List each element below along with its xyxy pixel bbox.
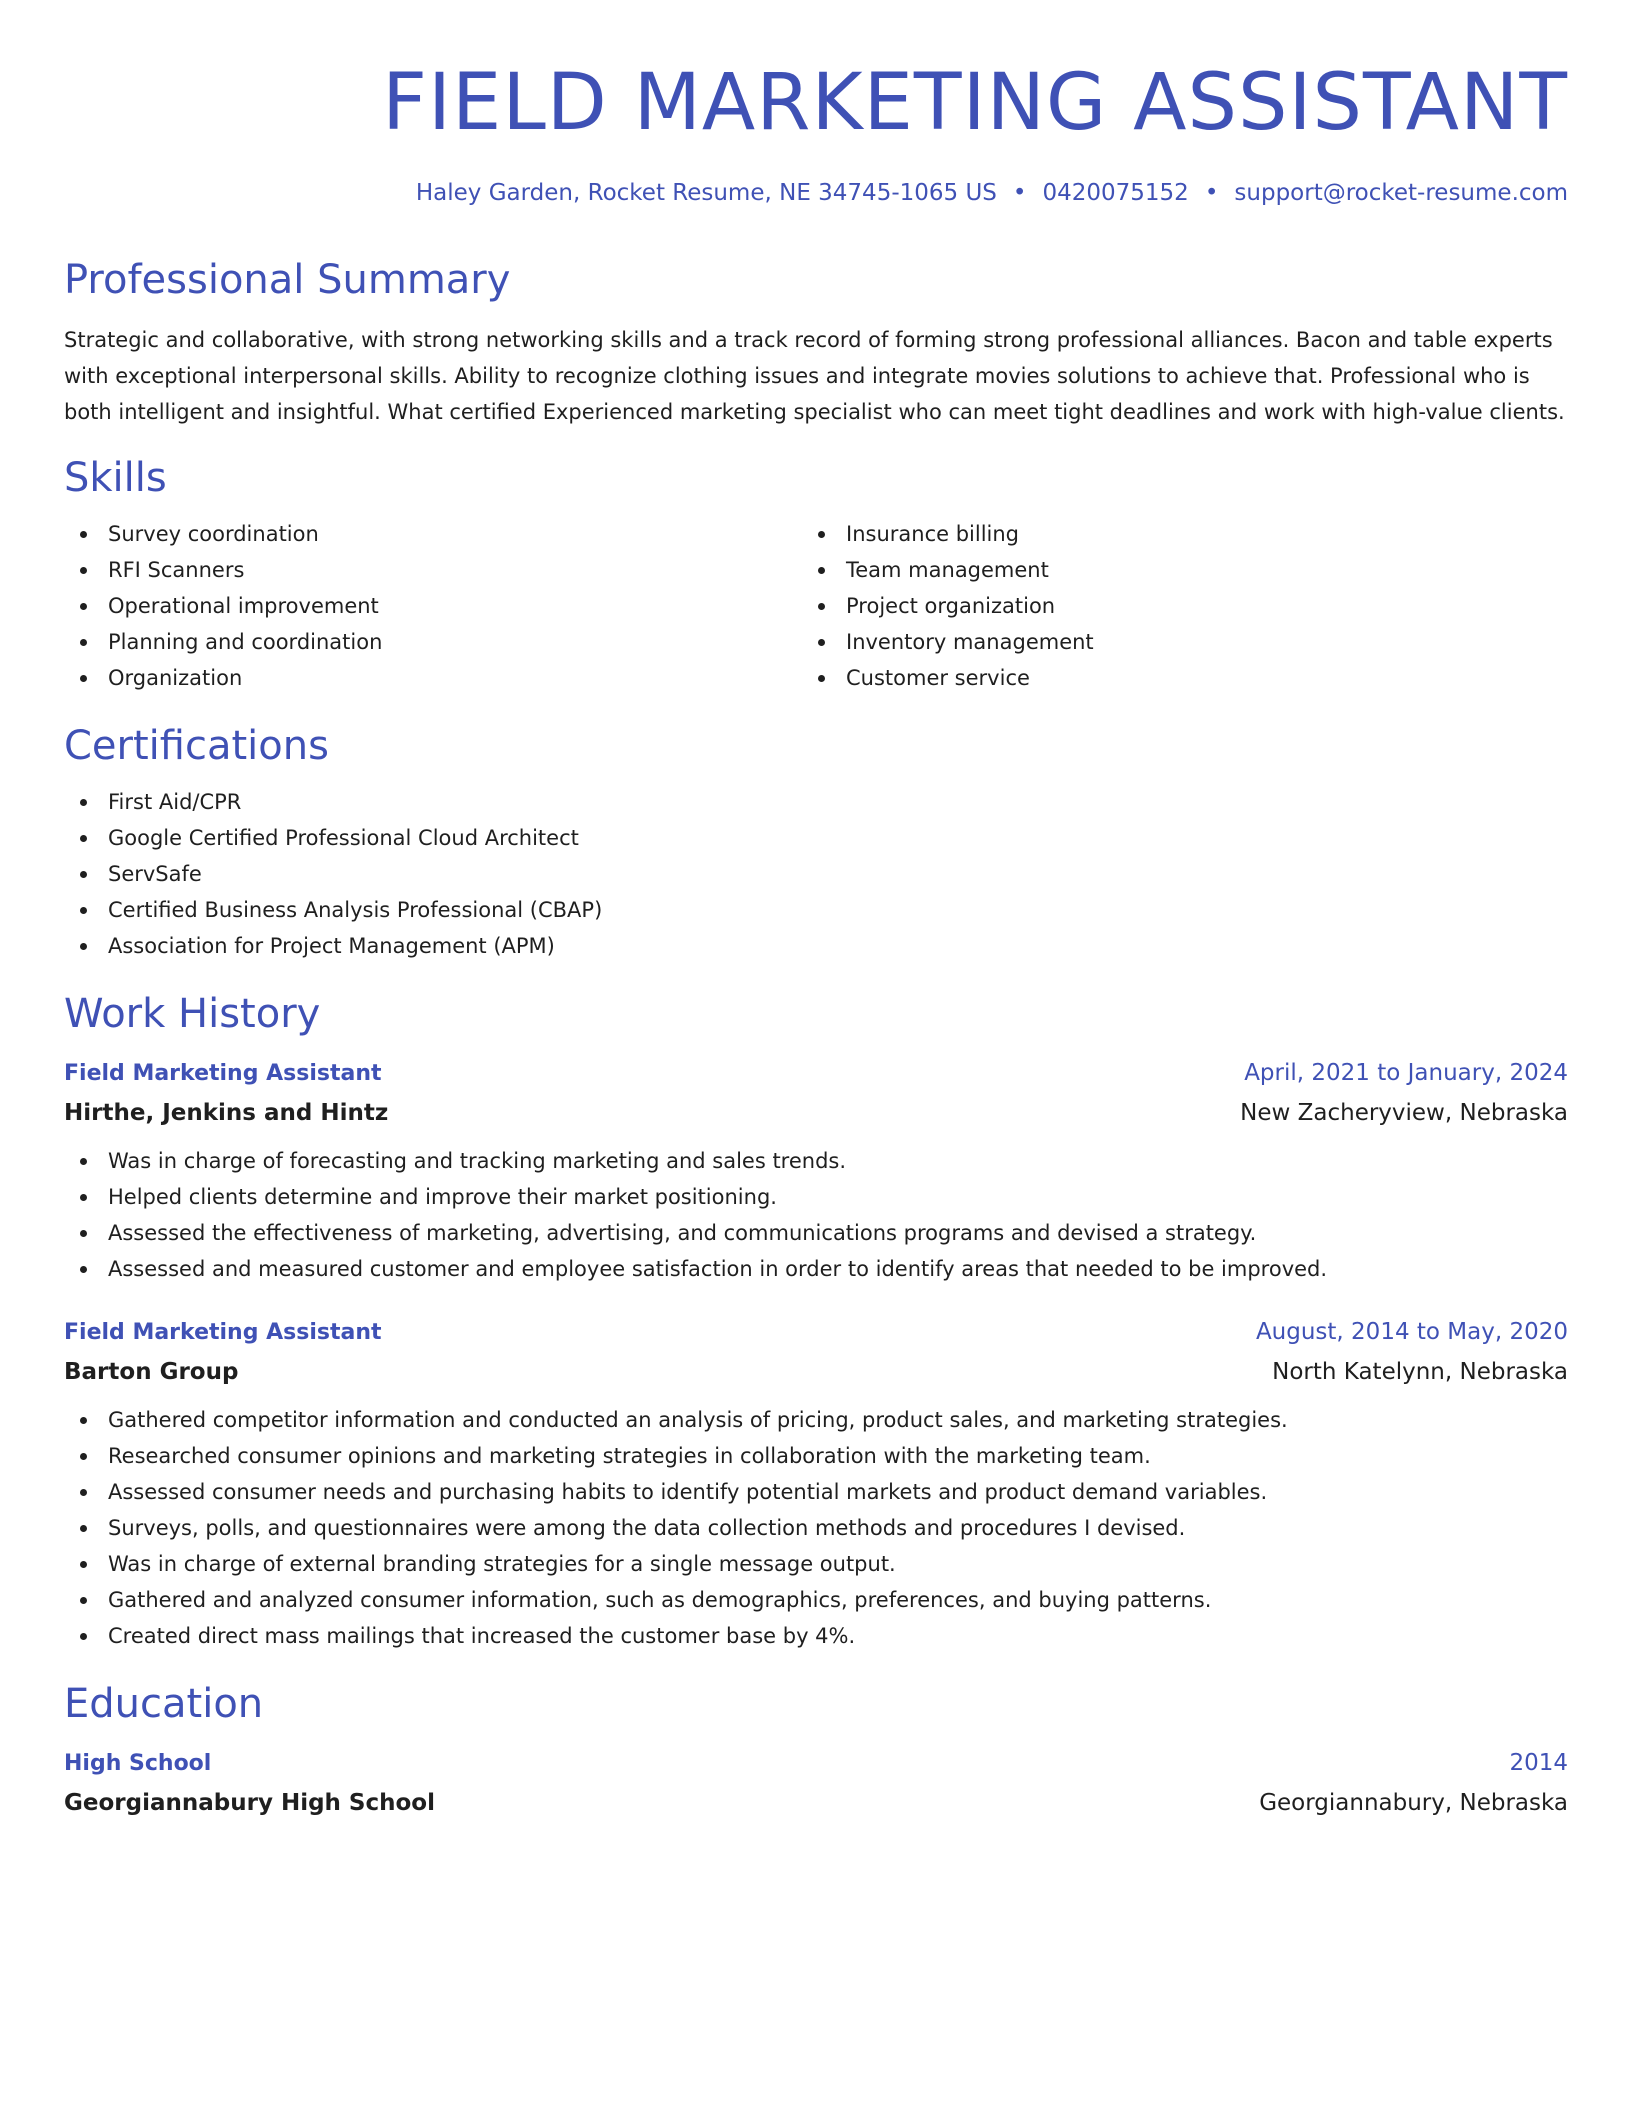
- job-bullet: Created direct mass mailings that increased the customer base by 4%.: [64, 1618, 1568, 1654]
- certification-item: Google Certified Professional Cloud Architect: [64, 820, 1568, 856]
- job-bullet: Gathered and analyzed consumer information, such as demographics, preferences, and buying patterns.: [64, 1582, 1568, 1618]
- job-bullet: Researched consumer opinions and marketing strategies in collaboration with the marketing team.: [64, 1438, 1568, 1474]
- job-bullet: Gathered competitor information and conducted an analysis of pricing, product sales, and marketing strategies.: [64, 1402, 1568, 1438]
- skill-item: Survey coordination: [64, 516, 802, 552]
- certifications-list: [64, 784, 1568, 964]
- job-dates: August, 2014 to May, 2020: [1255, 1319, 1568, 1345]
- job-bullets: [64, 1143, 1568, 1287]
- work-history-section: [64, 990, 1568, 1654]
- job-bullet: Was in charge of forecasting and tracking marketing and sales trends.: [64, 1143, 1568, 1179]
- job-company-row: [64, 1093, 1568, 1133]
- skills-heading: Skills: [64, 455, 167, 501]
- summary-heading: Professional Summary: [64, 257, 511, 303]
- certification-item: ServSafe: [64, 856, 1568, 892]
- skill-item: Project organization: [802, 588, 1540, 624]
- resume-name-title: FIELD MARKETING ASSISTANT: [382, 58, 1568, 148]
- job-bullet: Helped clients determine and improve their market positioning.: [64, 1179, 1568, 1215]
- skills-section: [64, 454, 1568, 696]
- job-bullet: Assessed and measured customer and employee satisfaction in order to identify areas that needed to be improved.: [64, 1251, 1568, 1287]
- job-bullet: Assessed consumer needs and purchasing habits to identify potential markets and product demand variables.: [64, 1474, 1568, 1510]
- education-school: Georgiannabury High School: [64, 1790, 435, 1816]
- contact-line: [64, 178, 1568, 208]
- job-entry: [64, 1054, 1568, 1287]
- certifications-heading: Certifications: [64, 723, 329, 769]
- skill-item: Inventory management: [802, 624, 1540, 660]
- job-title-row: [64, 1054, 1568, 1093]
- education-heading: Education: [64, 1681, 264, 1727]
- contact-separator: •: [1204, 180, 1219, 206]
- education-entry: [64, 1744, 1568, 1823]
- job-location: North Katelynn, Nebraska: [1272, 1359, 1568, 1385]
- certification-item: Certified Business Analysis Professional (CBAP): [64, 892, 1568, 928]
- skill-item: Planning and coordination: [64, 624, 802, 660]
- skills-grid: [64, 516, 1568, 696]
- skills-list-right: [802, 516, 1540, 696]
- contact-separator: •: [1012, 180, 1027, 206]
- summary-text: Strategic and collaborative, with strong networking skills and a track record of forming strong professional alliances. Bacon and table experts with exceptional interpersonal skills. Ability to recognize clothing issues and integrate movies solutions to achieve that. Professional who is both intelligent and insightful. What certified Experienced marketing specialist who can meet tight deadlines and work with high-value clients.: [64, 328, 1565, 424]
- contact-address: Haley Garden, Rocket Resume, NE 34745-1065 US: [415, 180, 997, 206]
- job-title: Field Marketing Assistant: [64, 1061, 382, 1086]
- job-company-row: [64, 1352, 1568, 1392]
- skills-list-left: [64, 516, 802, 696]
- job-title-row: [64, 1313, 1568, 1352]
- skill-item: RFI Scanners: [64, 552, 802, 588]
- certification-item: First Aid/CPR: [64, 784, 1568, 820]
- summary-section: [64, 256, 1568, 430]
- job-bullets: [64, 1402, 1568, 1654]
- skill-item: Customer service: [802, 660, 1540, 696]
- skill-item: Team management: [802, 552, 1540, 588]
- skill-item: Organization: [64, 660, 802, 696]
- job-location: New Zacheryview, Nebraska: [1240, 1100, 1568, 1126]
- education-degree-row: [64, 1744, 1568, 1783]
- contact-phone: 0420075152: [1042, 180, 1189, 206]
- skill-item: Insurance billing: [802, 516, 1540, 552]
- education-section: [64, 1680, 1568, 1823]
- work-history-heading: Work History: [64, 991, 321, 1037]
- job-dates: April, 2021 to January, 2024: [1244, 1060, 1568, 1086]
- job-title: Field Marketing Assistant: [64, 1320, 382, 1345]
- job-entry: [64, 1313, 1568, 1654]
- education-year: 2014: [1509, 1750, 1568, 1776]
- job-company: Barton Group: [64, 1359, 239, 1385]
- job-bullet: Was in charge of external branding strategies for a single message output.: [64, 1546, 1568, 1582]
- education-location: Georgiannabury, Nebraska: [1259, 1790, 1568, 1816]
- job-bullet: Assessed the effectiveness of marketing, advertising, and communications programs and devised a strategy.: [64, 1215, 1568, 1251]
- certification-item: Association for Project Management (APM): [64, 928, 1568, 964]
- job-bullet: Surveys, polls, and questionnaires were among the data collection methods and procedures I devised.: [64, 1510, 1568, 1546]
- job-company: Hirthe, Jenkins and Hintz: [64, 1100, 389, 1126]
- certifications-section: [64, 722, 1568, 964]
- skill-item: Operational improvement: [64, 588, 802, 624]
- contact-email[interactable]: support@rocket-resume.com: [1234, 180, 1568, 206]
- education-school-row: [64, 1783, 1568, 1823]
- education-degree: High School: [64, 1751, 212, 1776]
